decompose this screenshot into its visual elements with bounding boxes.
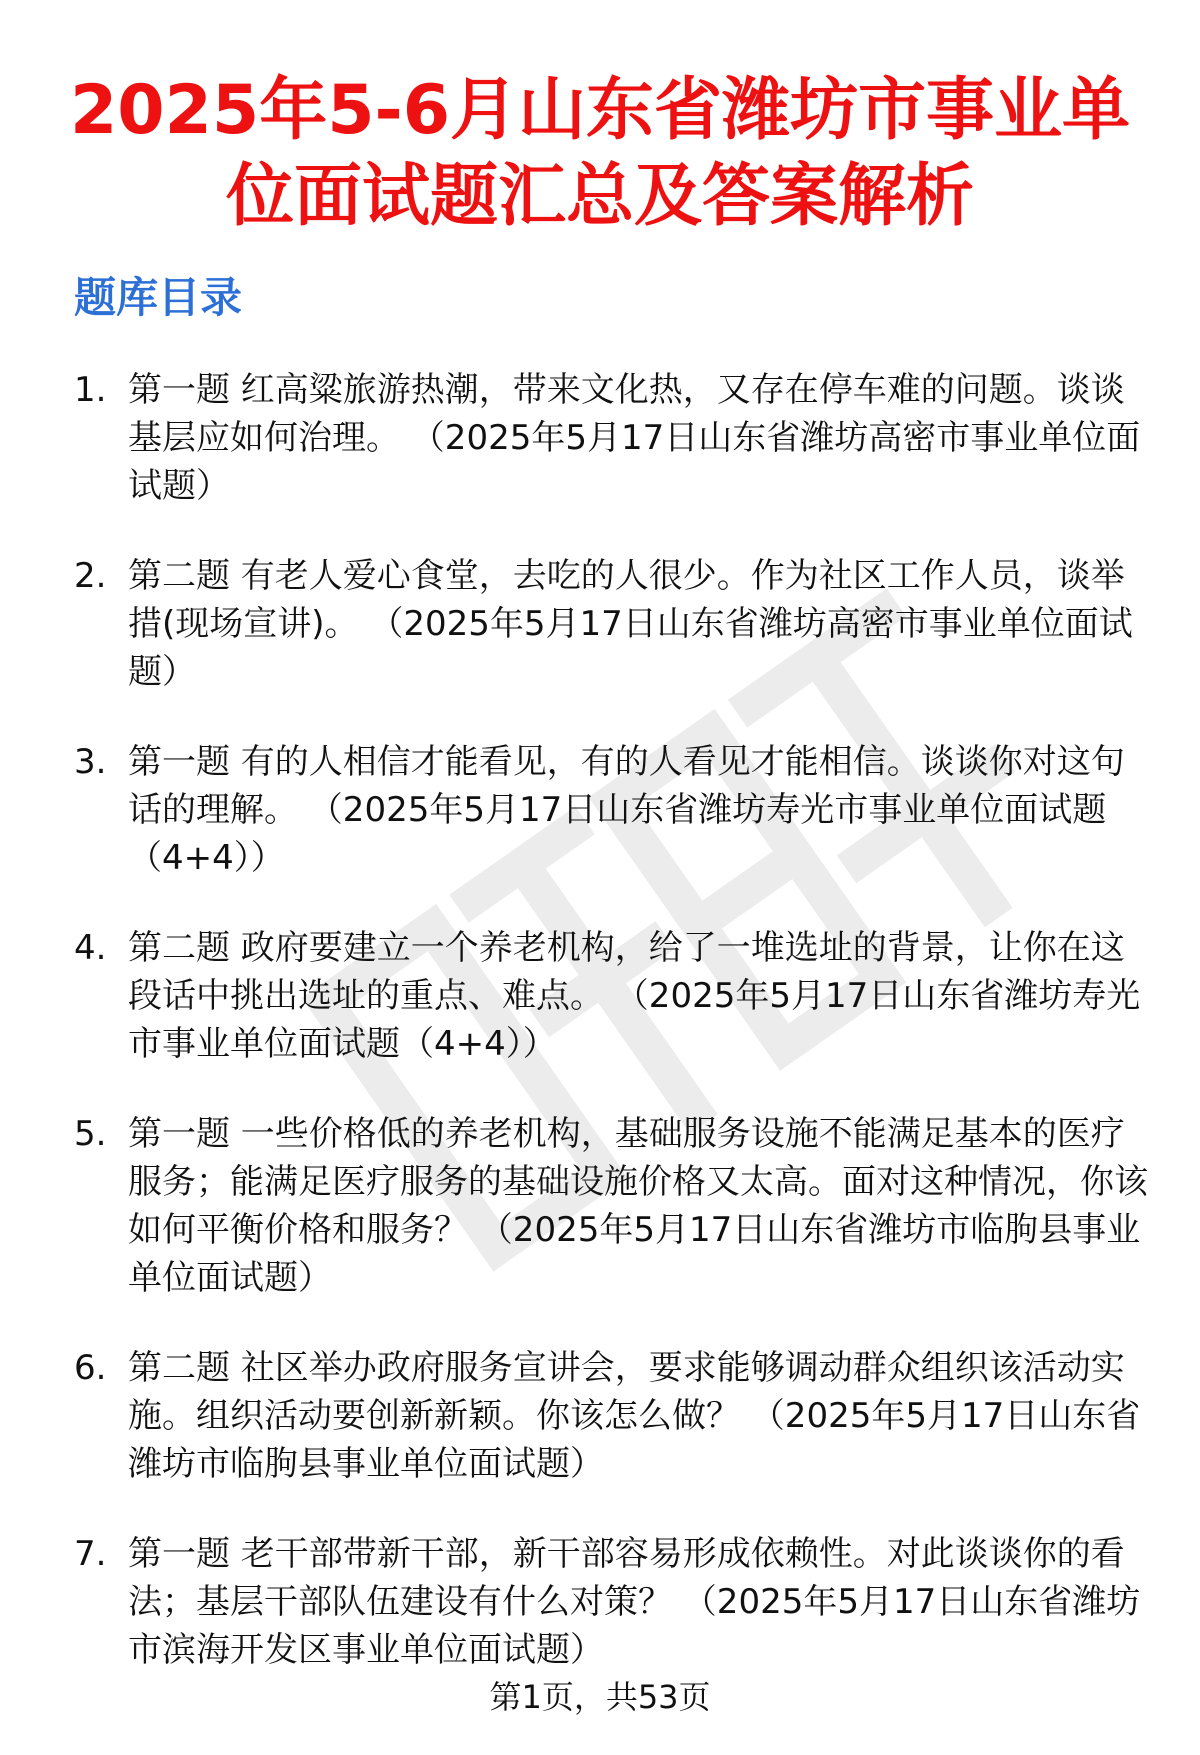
toc-item[interactable] xyxy=(0,738,1200,882)
toc-item-text: 第二题 有老人爱心食堂，去吃的人很少。作为社区工作人员，谈举措(现场宣讲)。 （2025年5月17日山东省潍坊高密市事业单位面试题） xyxy=(128,556,1133,692)
toc-list xyxy=(0,366,1200,1716)
toc-item[interactable] xyxy=(0,924,1200,1068)
toc-item[interactable] xyxy=(0,1530,1200,1674)
toc-item-text: 第一题 红高粱旅游热潮，带来文化热，又存在停车难的问题。谈谈基层应如何治理。 （2025年5月17日山东省潍坊高密市事业单位面试题） xyxy=(128,370,1141,506)
toc-item[interactable] xyxy=(0,552,1200,696)
toc-item-number: 6. xyxy=(74,1348,107,1388)
toc-item[interactable] xyxy=(0,1110,1200,1302)
toc-item-text: 第二题 社区举办政府服务宣讲会，要求能够调动群众组织该活动实施。组织活动要创新新颖。你该怎么做？ （2025年5月17日山东省潍坊市临朐县事业单位面试题） xyxy=(128,1348,1141,1484)
toc-item[interactable] xyxy=(0,1344,1200,1488)
toc-item-number: 5. xyxy=(74,1114,107,1154)
toc-item-text: 第一题 老干部带新干部，新干部容易形成依赖性。对此谈谈你的看法；基层干部队伍建设有什么对策？ （2025年5月17日山东省潍坊市滨海开发区事业单位面试题） xyxy=(128,1534,1141,1670)
toc-item-number: 4. xyxy=(74,928,107,968)
toc-heading: 题库目录 xyxy=(74,273,243,322)
toc-item-number: 1. xyxy=(74,370,107,410)
toc-item[interactable] xyxy=(0,366,1200,510)
toc-item-number: 2. xyxy=(74,556,107,596)
toc-item-number: 3. xyxy=(74,742,107,782)
toc-item-text: 第一题 有的人相信才能看见，有的人看见才能相信。谈谈你对这句话的理解。 （2025年5月17日山东省潍坊寿光市事业单位面试题（4+4）） xyxy=(128,742,1125,878)
toc-item-number: 7. xyxy=(74,1534,107,1574)
toc-item-text: 第一题 一些价格低的养老机构，基础服务设施不能满足基本的医疗服务；能满足医疗服务的基础设施价格又太高。面对这种情况，你该如何平衡价格和服务？ （2025年5月17日山东省潍坊市临朐县事业单位面试题） xyxy=(128,1114,1148,1298)
document-title: 2025年5-6月山东省潍坊市事业单位面试题汇总及答案解析 xyxy=(69,71,1131,236)
toc-item-text: 第二题 政府要建立一个养老机构，给了一堆选址的背景，让你在这段话中挑出选址的重点、难点。 （2025年5月17日山东省潍坊寿光市事业单位面试题（4+4）） xyxy=(128,928,1141,1064)
page-footer: 第1页，共53页 xyxy=(489,1678,711,1716)
